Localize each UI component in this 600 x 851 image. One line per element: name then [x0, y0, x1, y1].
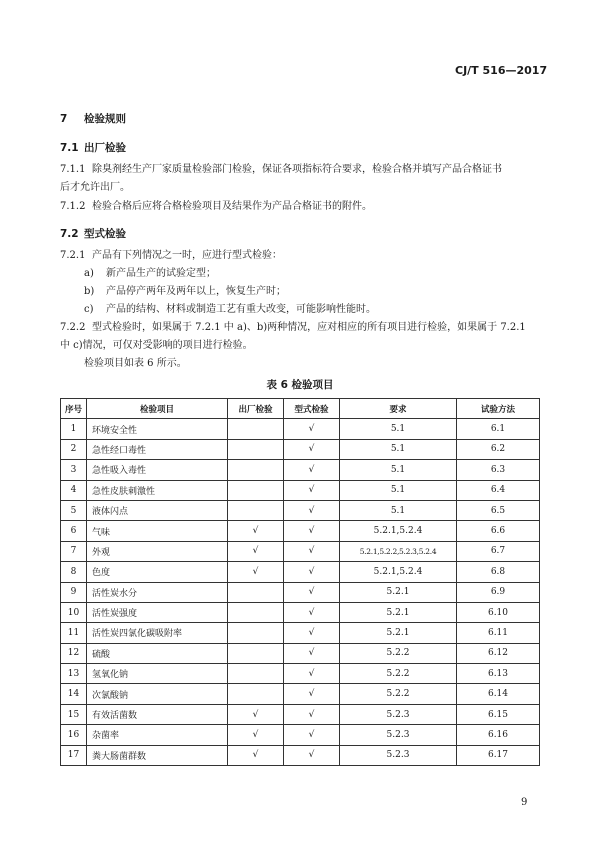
cell-factory-test	[228, 684, 284, 704]
cell-type-test: √	[284, 500, 340, 520]
table-row	[61, 500, 540, 520]
cell-requirement: 5.2.2	[340, 664, 457, 684]
cell-test-method: 6.10	[457, 602, 540, 622]
table-row	[61, 582, 540, 602]
cell-requirement: 5.2.2	[340, 684, 457, 704]
cell-requirement: 5.1	[340, 460, 457, 480]
cell-item: 外观	[87, 541, 228, 561]
cell-index: 13	[61, 664, 87, 684]
cell-factory-test: √	[228, 541, 284, 561]
cell-requirement: 5.1	[340, 439, 457, 459]
cell-test-method: 6.4	[457, 480, 540, 500]
table-row	[61, 439, 540, 459]
header-cell-type-test: 型式检验	[284, 399, 340, 419]
cell-requirement: 5.2.1	[340, 602, 457, 622]
cell-index: 15	[61, 704, 87, 724]
cell-item: 活性炭强度	[87, 602, 228, 622]
cell-index: 12	[61, 643, 87, 663]
clause-number: 7.1.2	[60, 201, 86, 212]
header-cell-requirement: 要求	[340, 399, 457, 419]
list-label: c)	[84, 304, 94, 315]
cell-factory-test	[228, 419, 284, 439]
cell-test-method: 6.13	[457, 664, 540, 684]
section-number: 7	[60, 113, 68, 125]
cell-type-test: √	[284, 643, 340, 663]
clause-text: 产品有下列情况之一时，应进行型式检验：	[92, 250, 282, 261]
cell-index: 4	[61, 480, 87, 500]
cell-index: 5	[61, 500, 87, 520]
table-row	[61, 745, 540, 765]
cell-requirement: 5.2.1,5.2.4	[340, 562, 457, 582]
cell-requirement: 5.2.3	[340, 745, 457, 765]
list-label: a)	[84, 268, 94, 279]
cell-requirement: 5.2.3	[340, 725, 457, 745]
cell-item: 液体闪点	[87, 500, 228, 520]
cell-item: 粪大肠菌群数	[87, 745, 228, 765]
cell-type-test: √	[284, 602, 340, 622]
cell-type-test: √	[284, 541, 340, 561]
cell-type-test: √	[284, 623, 340, 643]
cell-test-method: 6.1	[457, 419, 540, 439]
clause-number: 7.2.1	[60, 250, 86, 261]
cell-type-test: √	[284, 684, 340, 704]
cell-index: 16	[61, 725, 87, 745]
table-row	[61, 460, 540, 480]
cell-test-method: 6.5	[457, 500, 540, 520]
list-item-b	[84, 284, 286, 300]
cell-type-test: √	[284, 562, 340, 582]
table-row	[61, 602, 540, 622]
table-reference-paragraph: 检验项目如表 6 所示。	[84, 358, 187, 369]
cell-requirement: 5.2.1,5.2.4	[340, 521, 457, 541]
cell-test-method: 6.3	[457, 460, 540, 480]
cell-index: 14	[61, 684, 87, 704]
header-cell-factory-test: 出厂检验	[228, 399, 284, 419]
section-number: 7.2	[60, 228, 79, 240]
table-row	[61, 541, 540, 561]
cell-item: 急性皮肤刺激性	[87, 480, 228, 500]
clause-text: 除臭剂经生产厂家质量检验部门检验，保证各项指标符合要求，检验合格并填写产品合格证书	[92, 164, 502, 175]
cell-index: 10	[61, 602, 87, 622]
cell-test-method: 6.8	[457, 562, 540, 582]
header-cell-index: 序号	[61, 399, 87, 419]
cell-factory-test	[228, 602, 284, 622]
cell-test-method: 6.14	[457, 684, 540, 704]
cell-type-test: √	[284, 704, 340, 724]
cell-factory-test	[228, 480, 284, 500]
cell-item: 有效活菌数	[87, 704, 228, 724]
cell-factory-test	[228, 643, 284, 663]
table-row	[61, 725, 540, 745]
header-cell-test-method: 试验方法	[457, 399, 540, 419]
page-number: 9	[521, 797, 528, 808]
standard-code: CJ/T 516—2017	[455, 64, 548, 77]
section-7-2-heading	[60, 226, 126, 241]
cell-type-test: √	[284, 439, 340, 459]
cell-index: 11	[61, 623, 87, 643]
cell-factory-test	[228, 439, 284, 459]
cell-index: 17	[61, 745, 87, 765]
cell-type-test: √	[284, 745, 340, 765]
list-text: 产品的结构、材料或制造工艺有重大改变，可能影响性能时。	[106, 304, 376, 315]
cell-item: 气味	[87, 521, 228, 541]
cell-requirement: 5.2.2	[340, 643, 457, 663]
cell-factory-test: √	[228, 725, 284, 745]
section-number: 7.1	[60, 142, 79, 154]
list-item-a	[84, 266, 216, 282]
cell-requirement: 5.2.1	[340, 582, 457, 602]
paragraph-7-1-2	[60, 199, 372, 215]
cell-item: 次氯酸钠	[87, 684, 228, 704]
cell-factory-test: √	[228, 745, 284, 765]
list-label: b)	[84, 286, 95, 297]
cell-factory-test	[228, 623, 284, 643]
cell-item: 急性吸入毒性	[87, 460, 228, 480]
cell-test-method: 6.15	[457, 704, 540, 724]
cell-item: 色度	[87, 562, 228, 582]
cell-factory-test	[228, 664, 284, 684]
section-title: 检验规则	[84, 113, 126, 125]
cell-requirement: 5.2.1,5.2.2,5.2.3,5.2.4	[340, 541, 457, 561]
section-title: 型式检验	[84, 228, 126, 240]
cell-item: 活性炭水分	[87, 582, 228, 602]
cell-item: 活性炭四氯化碳吸附率	[87, 623, 228, 643]
paragraph-7-2-2-continued: 中 c)情况，可仅对受影响的项目进行检验。	[60, 340, 253, 351]
cell-index: 9	[61, 582, 87, 602]
cell-index: 1	[61, 419, 87, 439]
cell-factory-test	[228, 500, 284, 520]
cell-index: 6	[61, 521, 87, 541]
table-row	[61, 521, 540, 541]
cell-test-method: 6.9	[457, 582, 540, 602]
list-text: 产品停产两年及两年以上，恢复生产时；	[106, 286, 286, 297]
inspection-items-table	[60, 398, 540, 766]
table-row	[61, 480, 540, 500]
paragraph-7-1-1	[60, 162, 502, 178]
cell-test-method: 6.2	[457, 439, 540, 459]
table-row	[61, 623, 540, 643]
list-item-c	[84, 302, 376, 318]
cell-requirement: 5.1	[340, 419, 457, 439]
cell-type-test: √	[284, 460, 340, 480]
table-row	[61, 684, 540, 704]
cell-test-method: 6.11	[457, 623, 540, 643]
cell-factory-test	[228, 582, 284, 602]
cell-factory-test: √	[228, 704, 284, 724]
clause-number: 7.2.2	[60, 322, 86, 333]
cell-test-method: 6.17	[457, 745, 540, 765]
paragraph-7-2-2	[60, 320, 526, 336]
cell-factory-test	[228, 460, 284, 480]
clause-number: 7.1.1	[60, 164, 86, 175]
section-title: 出厂检验	[84, 142, 126, 154]
section-7-heading	[60, 111, 126, 126]
table-header-row	[61, 399, 540, 419]
table-row	[61, 419, 540, 439]
clause-text: 检验合格后应将合格检验项目及结果作为产品合格证书的附件。	[92, 201, 372, 212]
cell-requirement: 5.1	[340, 500, 457, 520]
cell-type-test: √	[284, 664, 340, 684]
cell-requirement: 5.2.1	[340, 623, 457, 643]
list-text: 新产品生产的试验定型；	[106, 268, 216, 279]
table-row	[61, 643, 540, 663]
header-cell-item: 检验项目	[87, 399, 228, 419]
cell-item: 急性经口毒性	[87, 439, 228, 459]
cell-item: 环境安全性	[87, 419, 228, 439]
clause-text: 型式检验时，如果属于 7.2.1 中 a)、b)两种情况，应对相应的所有项目进行检验，如果属于 7.2.1	[92, 322, 526, 333]
paragraph-7-1-1-continued: 后才允许出厂。	[60, 182, 130, 193]
cell-type-test: √	[284, 725, 340, 745]
table-row	[61, 562, 540, 582]
table-body	[61, 419, 540, 766]
cell-type-test: √	[284, 480, 340, 500]
cell-item: 硫酸	[87, 643, 228, 663]
section-7-1-heading	[60, 140, 126, 155]
cell-index: 3	[61, 460, 87, 480]
cell-test-method: 6.16	[457, 725, 540, 745]
cell-factory-test: √	[228, 562, 284, 582]
cell-index: 8	[61, 562, 87, 582]
cell-type-test: √	[284, 521, 340, 541]
cell-requirement: 5.1	[340, 480, 457, 500]
cell-test-method: 6.12	[457, 643, 540, 663]
cell-item: 氢氧化钠	[87, 664, 228, 684]
cell-index: 2	[61, 439, 87, 459]
cell-requirement: 5.2.3	[340, 704, 457, 724]
cell-type-test: √	[284, 419, 340, 439]
cell-type-test: √	[284, 582, 340, 602]
table-row	[61, 664, 540, 684]
cell-test-method: 6.6	[457, 521, 540, 541]
cell-factory-test: √	[228, 521, 284, 541]
table-title: 表 6 检验项目	[266, 379, 334, 391]
paragraph-7-2-1	[60, 248, 282, 264]
table-row	[61, 704, 540, 724]
cell-test-method: 6.7	[457, 541, 540, 561]
cell-index: 7	[61, 541, 87, 561]
cell-item: 杂菌率	[87, 725, 228, 745]
